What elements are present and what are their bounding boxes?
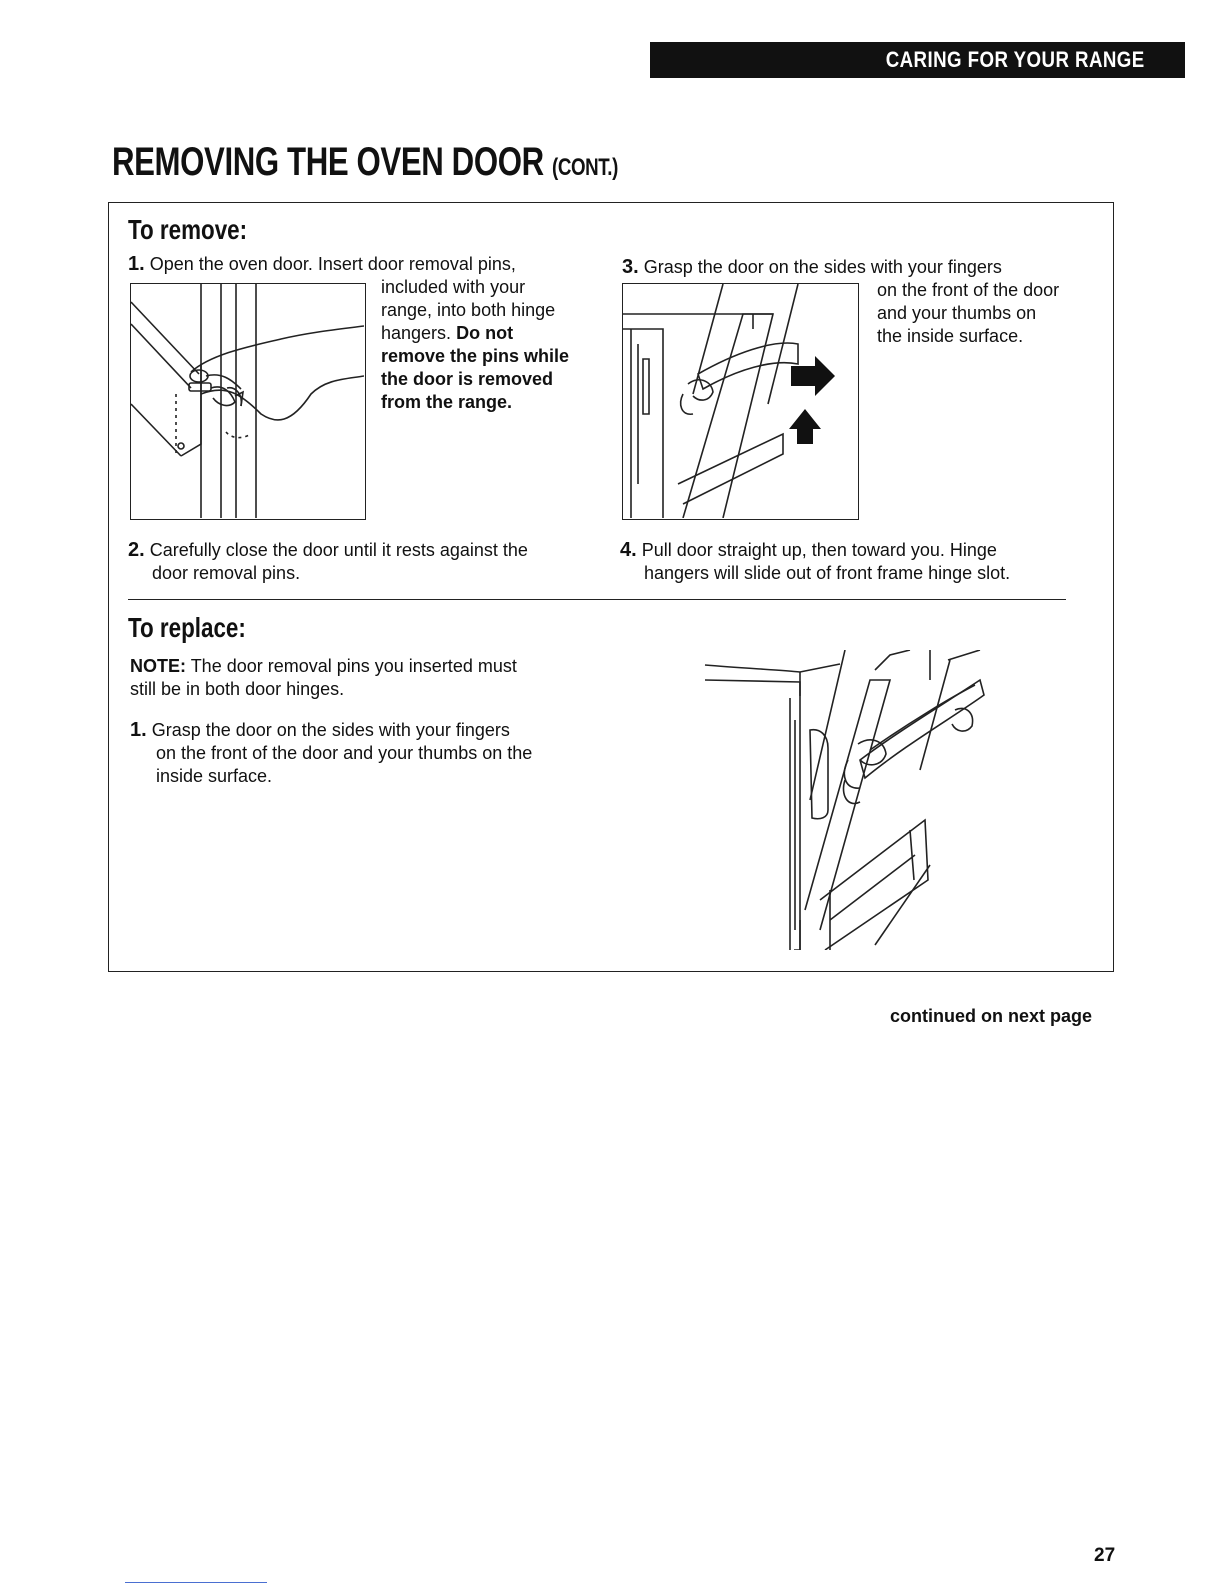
replace-note (130, 655, 517, 701)
remove-step1-line-hangers: hangers. Do not (381, 323, 514, 343)
remove-step3-line: on the front of the door (877, 280, 1060, 300)
footer-rule (125, 1582, 267, 1583)
continued-note: continued on next page (890, 1006, 1093, 1026)
remove-step4-line: hangers will slide out of front frame hinge slot. (644, 563, 1011, 583)
remove-step2 (128, 539, 528, 585)
remove-step1-number: 1. (128, 253, 145, 275)
remove-step2-number: 2. (128, 539, 145, 561)
door-replace-illustration (700, 650, 1000, 950)
remove-step1-intro (128, 253, 516, 276)
figure-insert-pin (130, 283, 366, 520)
figure-grasp-door (622, 283, 859, 520)
page-title-main: REMOVING THE OVEN DOOR (112, 140, 544, 184)
note-text: The door removal pins you inserted must (190, 656, 517, 676)
remove-step3-line: and your thumbs on (877, 303, 1037, 323)
remove-step2-line: door removal pins. (152, 563, 301, 583)
section-divider (128, 599, 1066, 600)
remove-step3-body (877, 279, 1059, 348)
remove-step4 (620, 539, 1010, 585)
section-label: CARING FOR YOUR RANGE (886, 47, 1145, 72)
figure-replace-door (700, 650, 1000, 950)
remove-step4-line: Pull door straight up, then toward you. Hinge (641, 540, 997, 560)
replace-step1-line: Grasp the door on the sides with your fingers (151, 720, 510, 740)
remove-step3-intro (622, 256, 1002, 279)
replace-step1-line: inside surface. (156, 766, 273, 786)
page-number: 27 (1094, 1545, 1116, 1566)
replace-step1-line: on the front of the door and your thumbs on the (156, 743, 533, 763)
door-lift-illustration (623, 284, 857, 518)
remove-step3-number: 3. (622, 256, 639, 278)
replace-step1-number: 1. (130, 719, 147, 741)
note-text: still be in both door hinges. (130, 679, 345, 699)
replace-step1 (130, 719, 532, 788)
remove-heading: To remove: (128, 214, 248, 245)
remove-step1-warning-line: remove the pins while (381, 346, 570, 366)
remove-step2-line: Carefully close the door until it rests against the (149, 540, 528, 560)
page-title-suffix: (CONT.) (552, 154, 618, 181)
hinge-pin-illustration (131, 284, 364, 518)
remove-step1-warning-line: the door is removed (381, 369, 554, 389)
remove-step1-line: included with your (381, 277, 526, 297)
remove-step3-line: the inside surface. (877, 326, 1024, 346)
remove-step1-line: range, into both hinge (381, 300, 556, 320)
arrow-up-icon (789, 409, 821, 444)
remove-step1-body (381, 276, 569, 414)
remove-step1-warning-start: Do not (456, 323, 514, 343)
remove-step1-warning-line: from the range. (381, 392, 513, 412)
remove-step4-number: 4. (620, 539, 637, 561)
note-label: NOTE: (130, 656, 186, 676)
section-header-bar (650, 42, 1185, 78)
replace-heading: To replace: (128, 612, 246, 643)
remove-step1-intro-text: Open the oven door. Insert door removal pins, (149, 254, 516, 274)
remove-step3-intro-text: Grasp the door on the sides with your fingers (643, 257, 1002, 277)
page-title (112, 140, 618, 185)
